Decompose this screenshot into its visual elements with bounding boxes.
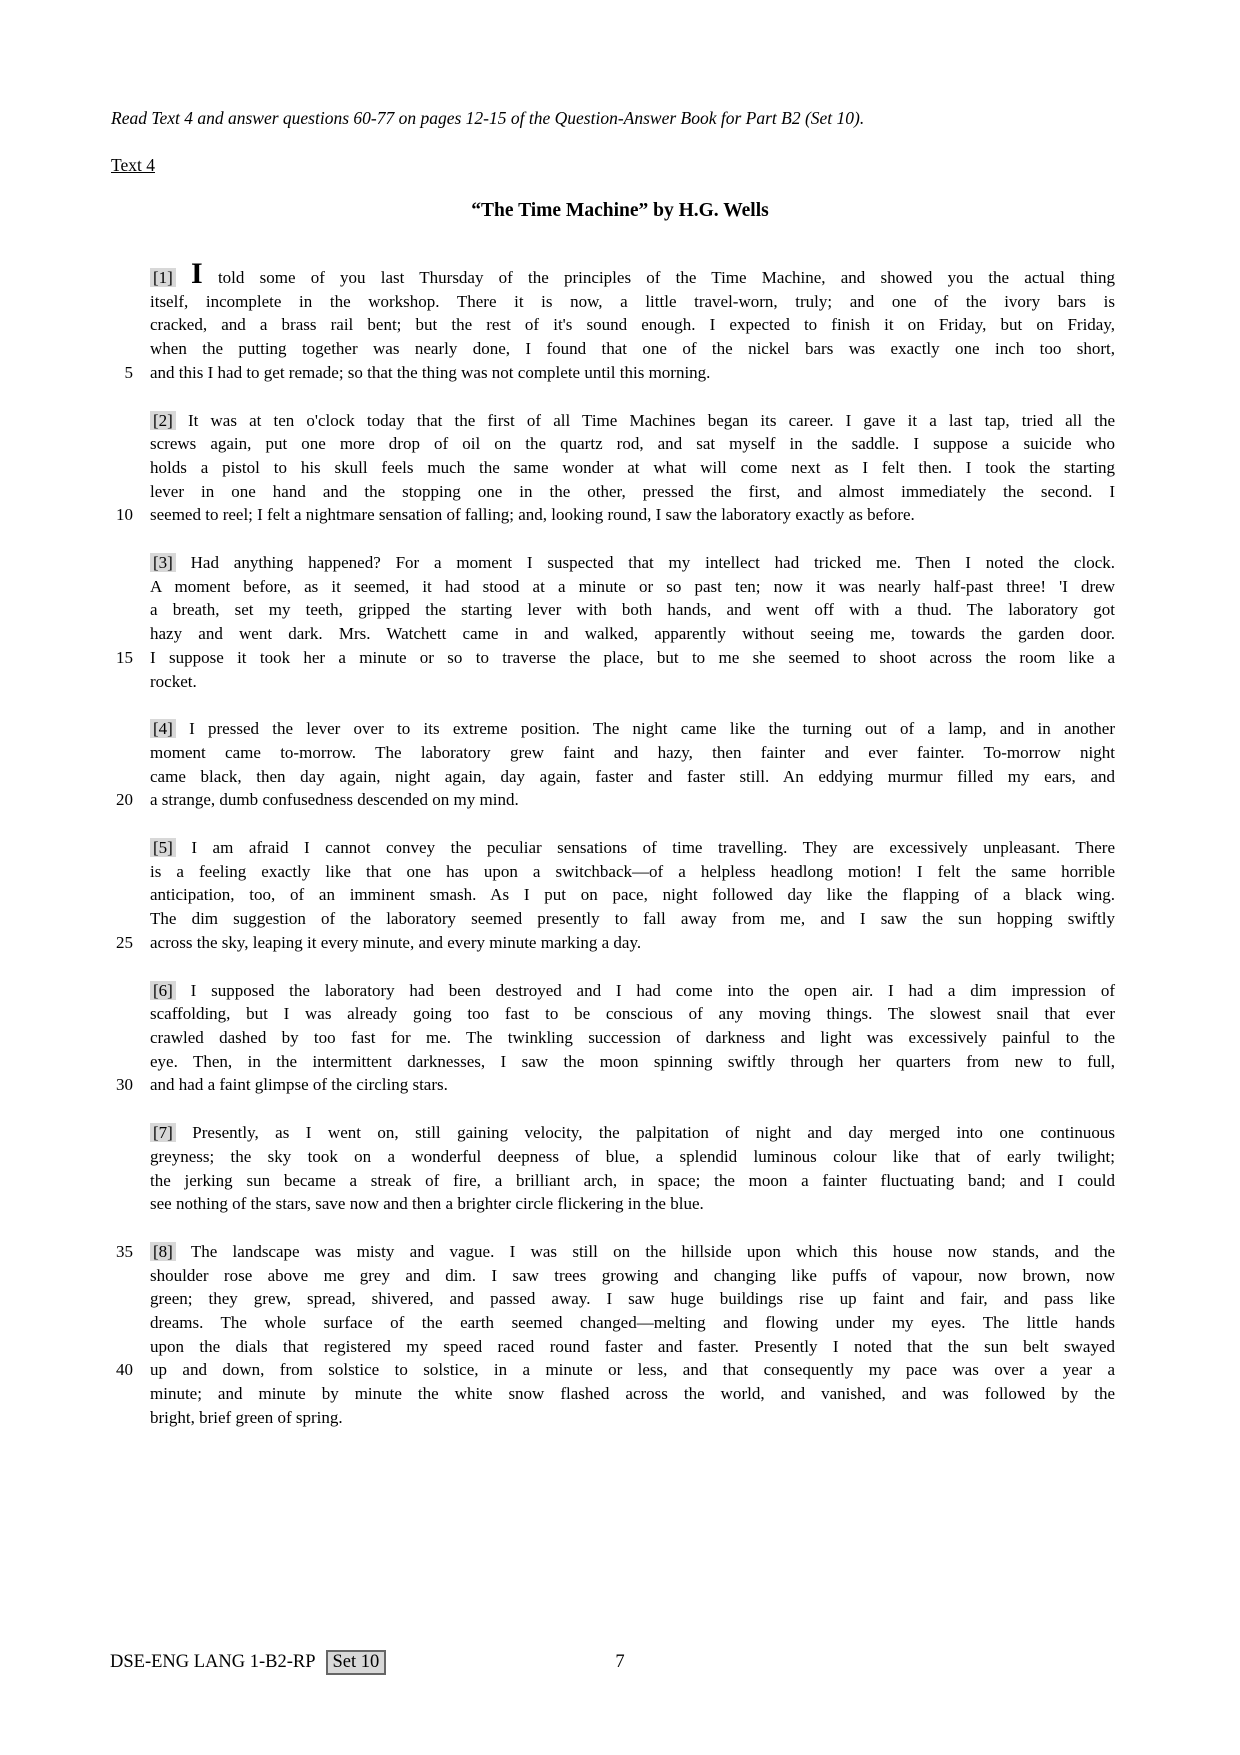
line-number [112,765,133,789]
text4-label: Text 4 [111,155,155,175]
passage-line [112,622,1115,646]
passage-line [112,670,1115,694]
passage-line [112,1358,1115,1382]
passage-line [112,1406,1115,1430]
line-number [112,1145,133,1169]
passage-line [112,1026,1115,1050]
line-number [112,1311,133,1335]
paper-code: DSE-ENG LANG 1-B2-RP [110,1652,315,1672]
line-text: itself, incomplete in the workshop. There it is now, a little travel-worn, truly; and one of the ivory bars is [150,291,1115,311]
line-number [112,456,133,480]
line-text: see nothing of the stars, save now and then a brighter circle flickering in the blue. [150,1194,704,1214]
line-text: up and down, from solstice to solstice, in a minute or less, and that consequently my pace was over a year a [150,1360,1115,1380]
line-text: seemed to reel; I felt a nightmare sensation of falling; and, looking round, I saw the laboratory exactly as before. [150,505,915,525]
line-text: The dim suggestion of the laboratory seemed presently to fall away from me, and I saw the sun hopping swiftly [150,909,1115,929]
paragraph [112,257,1116,385]
line-text: lever in one hand and the stopping one in the other, pressed the first, and almost immediately the second. I [150,481,1115,501]
passage-line [112,1192,1115,1216]
line-text: came black, then day again, night again, day again, faster and faster still. An eddying murmur filled my ears, and [150,766,1115,786]
line-text: minute; and minute by minute the white snow flashed across the world, and vanished, and was followed by the [150,1384,1115,1404]
passage-line [112,1121,1115,1145]
line-number [112,1121,133,1145]
paragraph-marker: [2] [150,411,176,430]
passage-line [112,765,1115,789]
line-text: and this I had to get remade; so that the thing was not complete until this morning. [150,362,711,382]
passage-line [112,931,1115,955]
line-text: screws again, put one more drop of oil on the quartz rod, and sat myself in the saddle. I suppose a suicide who [150,434,1115,454]
drop-cap: I [191,257,203,290]
passage-line [112,836,1115,860]
passage-body [112,257,1116,1454]
line-number [112,1192,133,1216]
passage-line [112,257,1116,290]
passage-line [112,741,1115,765]
line-number [112,1406,133,1430]
passage-line [112,1169,1115,1193]
paragraph-marker: [1] [150,268,176,287]
passage-line [112,290,1115,314]
line-number [112,1264,133,1288]
line-text: holds a pistol to his skull feels much the same wonder at what will come next as I felt then. I took the starting [150,457,1115,477]
set-badge: Set 10 [326,1650,387,1675]
passage-line [112,598,1115,622]
passage-line [112,883,1115,907]
paragraph [112,979,1115,1098]
passage-line [112,1073,1115,1097]
paragraph-marker: [8] [150,1242,176,1261]
passage-line [112,860,1115,884]
line-text [150,1121,1115,1145]
passage-line [112,432,1115,456]
line-number [112,979,133,1003]
passage-line [112,456,1115,480]
line-text: moment came to-morrow. The laboratory grew faint and hazy, then fainter and ever fainter. To-morrow night [150,742,1115,762]
line-number [112,266,133,290]
line-number [112,860,133,884]
line-text-segment: Had anything happened? For a moment I suspected that my intellect had tricked me. Then I noted the clock. [190,553,1115,573]
line-text: a breath, set my teeth, gripped the starting lever with both hands, and went off with a thud. The laboratory got [150,600,1115,620]
passage-line [112,1335,1115,1359]
line-text: crawled dashed by too fast for me. The twinkling succession of darkness and light was excessively painful to the [150,1027,1115,1047]
line-text: is a feeling exactly like that one has upon a switchback—of a helpless headlong motion! I felt the same horrible [150,861,1115,881]
line-text: A moment before, as it seemed, it had stood at a minute or so past ten; now it was nearly half-past three! 'I drew [150,576,1115,596]
line-text: the jerking sun became a streak of fire, a brilliant arch, in space; the moon a fainter fluctuating band; and I could [150,1170,1115,1190]
line-number [112,598,133,622]
line-number [112,409,133,433]
passage-title: “The Time Machine” by H.G. Wells [471,200,769,221]
line-text: when the putting together was nearly done, I found that one of the nickel bars was exactly one inch too short, [150,339,1115,359]
passage-line [112,503,1115,527]
line-text: hazy and went dark. Mrs. Watchett came in and walked, apparently without seeing me, towards the garden door. [150,624,1115,644]
line-text-segment: Presently, as I went on, still gaining velocity, the palpitation of night and day merged into one continuous [192,1123,1115,1143]
line-number [112,883,133,907]
line-number [112,1335,133,1359]
line-text: bright, brief green of spring. [150,1407,343,1427]
line-text: rocket. [150,671,197,691]
line-number [112,290,133,314]
line-text: I suppose it took her a minute or so to traverse the place, but to me she seemed to shoot across the room like a [150,647,1115,667]
passage-line [112,1002,1115,1026]
line-text [150,551,1115,575]
paragraph-marker: [6] [150,981,176,1000]
paragraph-marker: [3] [150,553,176,572]
line-number [112,480,133,504]
line-text-segment: I am afraid I cannot convey the peculiar sensations of time travelling. They are excessively unpleasant. There [191,838,1116,858]
line-number: 20 [116,790,133,810]
line-text-segment: I supposed the laboratory had been destroyed and I had come into the open air. I had a dim impression of [190,980,1116,1000]
line-number: 35 [116,1241,133,1261]
passage-line [112,313,1115,337]
passage-line [112,907,1115,931]
passage-line [112,361,1115,385]
line-number [112,575,133,599]
line-text: cracked, and a brass rail bent; but the rest of it's sound enough. I expected to finish it on Friday, but on Friday, [150,315,1115,335]
line-text [150,836,1115,860]
line-number [112,1287,133,1311]
line-text-segment: told some of you last Thursday of the principles of the Time Machine, and showed you the actual thing [217,268,1116,287]
line-number [112,1382,133,1406]
line-number: 10 [116,505,133,525]
passage-line [112,1311,1115,1335]
line-text: across the sky, leaping it every minute, and every minute marking a day. [150,932,642,952]
line-number [112,313,133,337]
line-number [112,836,133,860]
passage-line [112,337,1115,361]
page-number: 7 [615,1652,625,1672]
line-text: greyness; the sky took on a wonderful deepness of blue, a splendid luminous colour like that of early twilight; [150,1146,1115,1166]
paragraph [112,551,1115,693]
line-text [150,409,1115,433]
line-number [112,337,133,361]
passage-line [112,1264,1115,1288]
line-number [112,622,133,646]
paragraph [112,1121,1115,1216]
line-number [112,1026,133,1050]
line-text-segment: It was at ten o'clock today that the first of all Time Machines began its career. I gave it a last tap, tried all the [187,410,1116,430]
paragraph [112,1240,1115,1430]
passage-line [112,575,1115,599]
line-text [150,717,1115,741]
line-text: a strange, dumb confusedness descended on my mind. [150,790,519,810]
passage-line [112,717,1115,741]
line-number: 5 [124,362,133,382]
paragraph [112,836,1115,955]
line-text [150,257,1116,290]
line-number [112,907,133,931]
line-number [112,670,133,694]
line-text: shoulder rose above me grey and dim. I saw trees growing and changing like puffs of vapour, now brown, now [150,1265,1115,1285]
line-text [150,1240,1115,1264]
passage-line [112,646,1115,670]
paragraph-marker: [5] [150,838,176,857]
line-text: and had a faint glimpse of the circling stars. [150,1075,448,1095]
passage-line [112,1145,1115,1169]
passage-line [112,1287,1115,1311]
line-number [112,432,133,456]
line-number: 25 [116,932,133,952]
passage-line [112,480,1115,504]
passage-line [112,409,1115,433]
paragraph-marker: [7] [150,1123,176,1142]
line-number: 15 [116,647,133,667]
paragraph-marker: [4] [150,719,176,738]
passage-line [112,788,1115,812]
line-text: scaffolding, but I was already going too fast to be conscious of any moving things. The slowest snail that ever [150,1004,1115,1024]
passage-line [112,1382,1115,1406]
paragraph [112,409,1115,528]
line-number [112,1002,133,1026]
line-number [112,551,133,575]
passage-line [112,979,1115,1003]
line-number: 40 [116,1360,133,1380]
line-number [112,1050,133,1074]
line-number: 30 [116,1075,133,1095]
paragraph [112,717,1115,812]
line-text: anticipation, too, of an imminent smash. As I put on pace, night followed day like the flapping of a black wing. [150,885,1115,905]
line-text-segment: I pressed the lever over to its extreme position. The night came like the turning out of a lamp, and in another [189,719,1115,739]
passage-line [112,1050,1115,1074]
line-number [112,1169,133,1193]
line-text: eye. Then, in the intermittent darknesses, I saw the moon spinning swiftly through her quarters from new to full, [150,1051,1115,1071]
line-text-segment: The landscape was misty and vague. I was still on the hillside upon which this house now stands, and the [190,1241,1115,1261]
line-text: upon the dials that registered my speed raced round faster and faster. Presently I noted that the sun belt swayed [150,1336,1115,1356]
line-text [150,979,1115,1003]
instruction-line: Read Text 4 and answer questions 60-77 on pages 12-15 of the Question-Answer Book for Part B2 (Set 10). [111,108,865,128]
passage-line [112,1240,1115,1264]
line-number [112,741,133,765]
line-text: green; they grew, spread, shivered, and passed away. I saw huge buildings rise up faint and fair, and pass like [150,1289,1115,1309]
line-text: dreams. The whole surface of the earth seemed changed—melting and flowing under my eyes. The little hands [150,1313,1115,1333]
line-number [112,717,133,741]
passage-line [112,551,1115,575]
